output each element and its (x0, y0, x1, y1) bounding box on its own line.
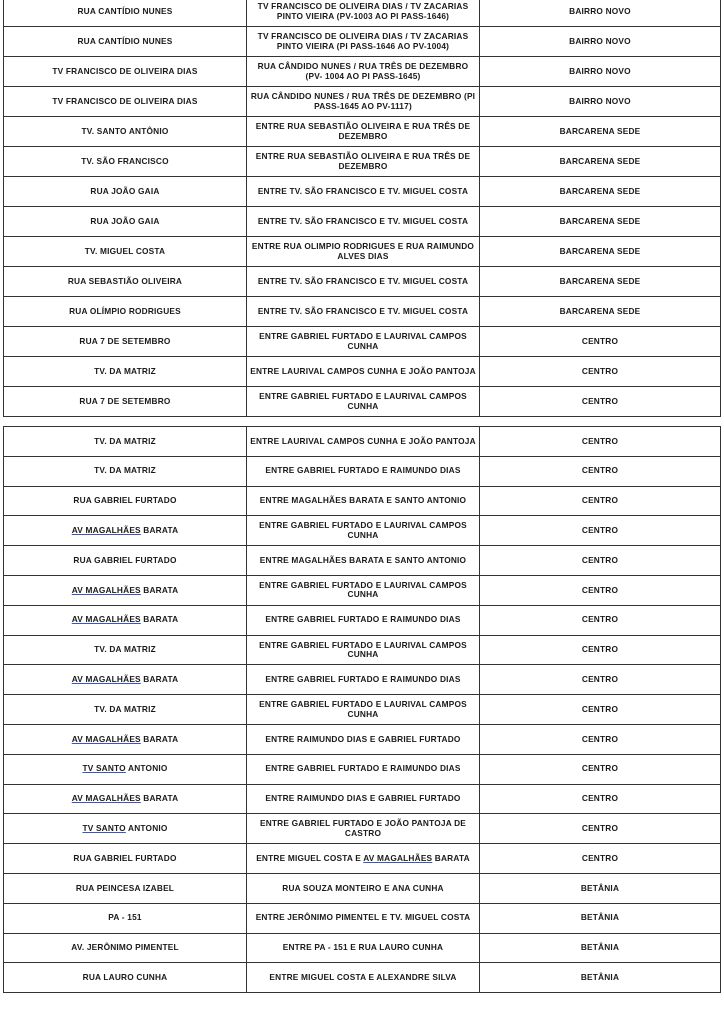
street-cell: RUA 7 DE SETEMBRO (4, 327, 247, 357)
district-cell: CENTRO (480, 635, 721, 665)
street-cell: TV. DA MATRIZ (4, 456, 247, 486)
street-cell: PA - 151 (4, 903, 247, 933)
district-cell: CENTRO (480, 695, 721, 725)
district-cell: BAIRRO NOVO (480, 87, 721, 117)
table-row (4, 387, 721, 417)
street-cell: TV. SANTO ANTÔNIO (4, 117, 247, 147)
table-row (4, 695, 721, 725)
segment-cell: ENTRE LAURIVAL CAMPOS CUNHA E JOÃO PANTOJA (247, 427, 480, 457)
table-row (4, 635, 721, 665)
street-cell: RUA GABRIEL FURTADO (4, 486, 247, 516)
district-cell: CENTRO (480, 516, 721, 546)
district-cell: BARCARENA SEDE (480, 237, 721, 267)
street-name-underlined: AV MAGALHÃES (71, 525, 141, 536)
street-name-underlined: AV MAGALHÃES (71, 584, 141, 595)
street-cell: TV. DA MATRIZ (4, 635, 247, 665)
segment-cell: ENTRE GABRIEL FURTADO E RAIMUNDO DIAS (247, 665, 480, 695)
street-cell (4, 814, 247, 844)
table-row (4, 87, 721, 117)
street-cell: RUA SEBASTIÃO OLIVEIRA (4, 267, 247, 297)
segment-cell: ENTRE TV. SÃO FRANCISCO E TV. MIGUEL COSTA (247, 267, 480, 297)
district-cell: CENTRO (480, 844, 721, 874)
district-cell: BETÂNIA (480, 903, 721, 933)
table-row (4, 754, 721, 784)
segment-cell: ENTRE JERÔNIMO PIMENTEL E TV. MIGUEL COSTA (247, 903, 480, 933)
street-name-rest: BARATA (140, 793, 179, 804)
segment-cell: ENTRE GABRIEL FURTADO E LAURIVAL CAMPOS CUNHA (247, 387, 480, 417)
table-row (4, 27, 721, 57)
segment-cell (247, 844, 480, 874)
street-cell (4, 516, 247, 546)
district-cell: BETÂNIA (480, 873, 721, 903)
table-row (4, 605, 721, 635)
street-cell: TV FRANCISCO DE OLIVEIRA DIAS (4, 87, 247, 117)
street-name-underlined: TV SANTO (82, 763, 126, 774)
segment-cell: ENTRE MAGALHÃES BARATA E SANTO ANTONIO (247, 546, 480, 576)
table-row (4, 147, 721, 177)
street-cell (4, 784, 247, 814)
street-name-underlined: AV MAGALHÃES (71, 793, 141, 804)
street-name-underlined: AV MAGALHÃES (71, 733, 141, 744)
district-cell: CENTRO (480, 724, 721, 754)
segment-cell: ENTRE RUA SEBASTIÃO OLIVEIRA E RUA TRÊS DE DEZEMBRO (247, 117, 480, 147)
street-name-rest: BARATA (140, 525, 179, 536)
street-cell: RUA CANTÍDIO NUNES (4, 27, 247, 57)
segment-cell: ENTRE LAURIVAL CAMPOS CUNHA E JOÃO PANTOJA (247, 357, 480, 387)
street-name-underlined: TV SANTO (82, 823, 126, 834)
street-name-rest: BARATA (140, 584, 179, 595)
table-row (4, 724, 721, 754)
street-name-rest: BARATA (140, 614, 179, 625)
district-cell: CENTRO (480, 327, 721, 357)
table-row (4, 784, 721, 814)
table-row (4, 237, 721, 267)
segment-cell: TV FRANCISCO DE OLIVEIRA DIAS / TV ZACARIAS PINTO VIEIRA (PI PASS-1646 AO PV-1004) (247, 27, 480, 57)
table-row (4, 933, 721, 963)
district-cell: CENTRO (480, 456, 721, 486)
table-row (4, 327, 721, 357)
street-cell: TV. DA MATRIZ (4, 427, 247, 457)
table-row (4, 873, 721, 903)
street-cell: TV. DA MATRIZ (4, 357, 247, 387)
street-cell: RUA PEINCESA IZABEL (4, 873, 247, 903)
district-cell: BARCARENA SEDE (480, 297, 721, 327)
segment-cell: ENTRE MAGALHÃES BARATA E SANTO ANTONIO (247, 486, 480, 516)
table-row (4, 546, 721, 576)
district-cell: CENTRO (480, 754, 721, 784)
street-name-rest: ANTONIO (125, 823, 168, 834)
table-row (4, 456, 721, 486)
street-cell: TV FRANCISCO DE OLIVEIRA DIAS (4, 57, 247, 87)
district-cell: BARCARENA SEDE (480, 207, 721, 237)
street-cell: RUA LAURO CUNHA (4, 963, 247, 993)
district-cell: CENTRO (480, 357, 721, 387)
segment-cell: ENTRE TV. SÃO FRANCISCO E TV. MIGUEL COSTA (247, 177, 480, 207)
district-cell: CENTRO (480, 575, 721, 605)
district-cell: BAIRRO NOVO (480, 57, 721, 87)
table-row (4, 844, 721, 874)
district-cell: BARCARENA SEDE (480, 177, 721, 207)
district-cell: CENTRO (480, 387, 721, 417)
street-cell (4, 724, 247, 754)
segment-cell: ENTRE GABRIEL FURTADO E RAIMUNDO DIAS (247, 605, 480, 635)
segment-post: BARATA (432, 852, 470, 863)
segment-pre: ENTRE MIGUEL COSTA E (256, 852, 364, 863)
table-row (4, 267, 721, 297)
segment-cell: ENTRE GABRIEL FURTADO E LAURIVAL CAMPOS CUNHA (247, 327, 480, 357)
street-cell: RUA CANTÍDIO NUNES (4, 0, 247, 27)
street-cell (4, 754, 247, 784)
table-row (4, 814, 721, 844)
segment-cell: ENTRE MIGUEL COSTA E ALEXANDRE SILVA (247, 963, 480, 993)
district-cell: CENTRO (480, 486, 721, 516)
street-table-upper (3, 0, 721, 417)
table-row (4, 427, 721, 457)
segment-cell: ENTRE TV. SÃO FRANCISCO E TV. MIGUEL COSTA (247, 207, 480, 237)
street-name-underlined: AV MAGALHÃES (71, 674, 141, 685)
street-name-rest: BARATA (140, 733, 179, 744)
table-row (4, 177, 721, 207)
segment-cell: ENTRE GABRIEL FURTADO E RAIMUNDO DIAS (247, 456, 480, 486)
segment-cell: ENTRE GABRIEL FURTADO E JOÃO PANTOJA DE CASTRO (247, 814, 480, 844)
district-cell: CENTRO (480, 784, 721, 814)
street-cell: AV. JERÔNIMO PIMENTEL (4, 933, 247, 963)
table-row (4, 486, 721, 516)
street-name-rest: ANTONIO (125, 763, 168, 774)
segment-cell: ENTRE GABRIEL FURTADO E LAURIVAL CAMPOS CUNHA (247, 575, 480, 605)
district-cell: BARCARENA SEDE (480, 267, 721, 297)
street-cell: RUA GABRIEL FURTADO (4, 546, 247, 576)
table-row (4, 963, 721, 993)
segment-ul: AV MAGALHÃES (363, 852, 433, 863)
street-cell: TV. MIGUEL COSTA (4, 237, 247, 267)
table-row (4, 297, 721, 327)
district-cell: BAIRRO NOVO (480, 27, 721, 57)
district-cell: CENTRO (480, 605, 721, 635)
table-row (4, 516, 721, 546)
segment-cell: ENTRE RUA SEBASTIÃO OLIVEIRA E RUA TRÊS DE DEZEMBRO (247, 147, 480, 177)
district-cell: CENTRO (480, 427, 721, 457)
district-cell: CENTRO (480, 665, 721, 695)
street-cell: RUA OLÍMPIO RODRIGUES (4, 297, 247, 327)
segment-cell: ENTRE GABRIEL FURTADO E LAURIVAL CAMPOS CUNHA (247, 695, 480, 725)
street-cell (4, 605, 247, 635)
table-row (4, 903, 721, 933)
segment-cell: RUA SOUZA MONTEIRO E ANA CUNHA (247, 873, 480, 903)
table-row (4, 117, 721, 147)
street-cell: RUA JOÃO GAIA (4, 207, 247, 237)
street-cell: RUA JOÃO GAIA (4, 177, 247, 207)
district-cell: CENTRO (480, 814, 721, 844)
segment-cell: ENTRE PA - 151 E RUA LAURO CUNHA (247, 933, 480, 963)
street-cell: TV. DA MATRIZ (4, 695, 247, 725)
street-cell: TV. SÃO FRANCISCO (4, 147, 247, 177)
district-cell: BETÂNIA (480, 963, 721, 993)
table-row (4, 57, 721, 87)
table-row (4, 575, 721, 605)
table-row (4, 357, 721, 387)
district-cell: BAIRRO NOVO (480, 0, 721, 27)
table-row (4, 665, 721, 695)
district-cell: CENTRO (480, 546, 721, 576)
table-row (4, 207, 721, 237)
street-cell (4, 665, 247, 695)
segment-cell: ENTRE RAIMUNDO DIAS E GABRIEL FURTADO (247, 784, 480, 814)
segment-cell: ENTRE RUA OLIMPIO RODRIGUES E RUA RAIMUNDO ALVES DIAS (247, 237, 480, 267)
segment-cell: ENTRE GABRIEL FURTADO E RAIMUNDO DIAS (247, 754, 480, 784)
street-cell: RUA 7 DE SETEMBRO (4, 387, 247, 417)
segment-cell: TV FRANCISCO DE OLIVEIRA DIAS / TV ZACARIAS PINTO VIEIRA (PV-1003 AO PI PASS-1646) (247, 0, 480, 27)
street-cell (4, 575, 247, 605)
segment-cell: RUA CÂNDIDO NUNES / RUA TRÊS DE DEZEMBRO (PV- 1004 AO PI PASS-1645) (247, 57, 480, 87)
segment-cell: ENTRE GABRIEL FURTADO E LAURIVAL CAMPOS CUNHA (247, 635, 480, 665)
district-cell: BETÂNIA (480, 933, 721, 963)
street-name-rest: BARATA (140, 674, 179, 685)
segment-cell: RUA CÂNDIDO NUNES / RUA TRÊS DE DEZEMBRO (PI PASS-1645 AO PV-1117) (247, 87, 480, 117)
table-row (4, 0, 721, 27)
segment-cell: ENTRE RAIMUNDO DIAS E GABRIEL FURTADO (247, 724, 480, 754)
district-cell: BARCARENA SEDE (480, 117, 721, 147)
district-cell: BARCARENA SEDE (480, 147, 721, 177)
street-name-underlined: AV MAGALHÃES (71, 614, 141, 625)
street-table-lower (3, 426, 721, 993)
segment-cell: ENTRE GABRIEL FURTADO E LAURIVAL CAMPOS CUNHA (247, 516, 480, 546)
segment-cell: ENTRE TV. SÃO FRANCISCO E TV. MIGUEL COSTA (247, 297, 480, 327)
street-cell: RUA GABRIEL FURTADO (4, 844, 247, 874)
